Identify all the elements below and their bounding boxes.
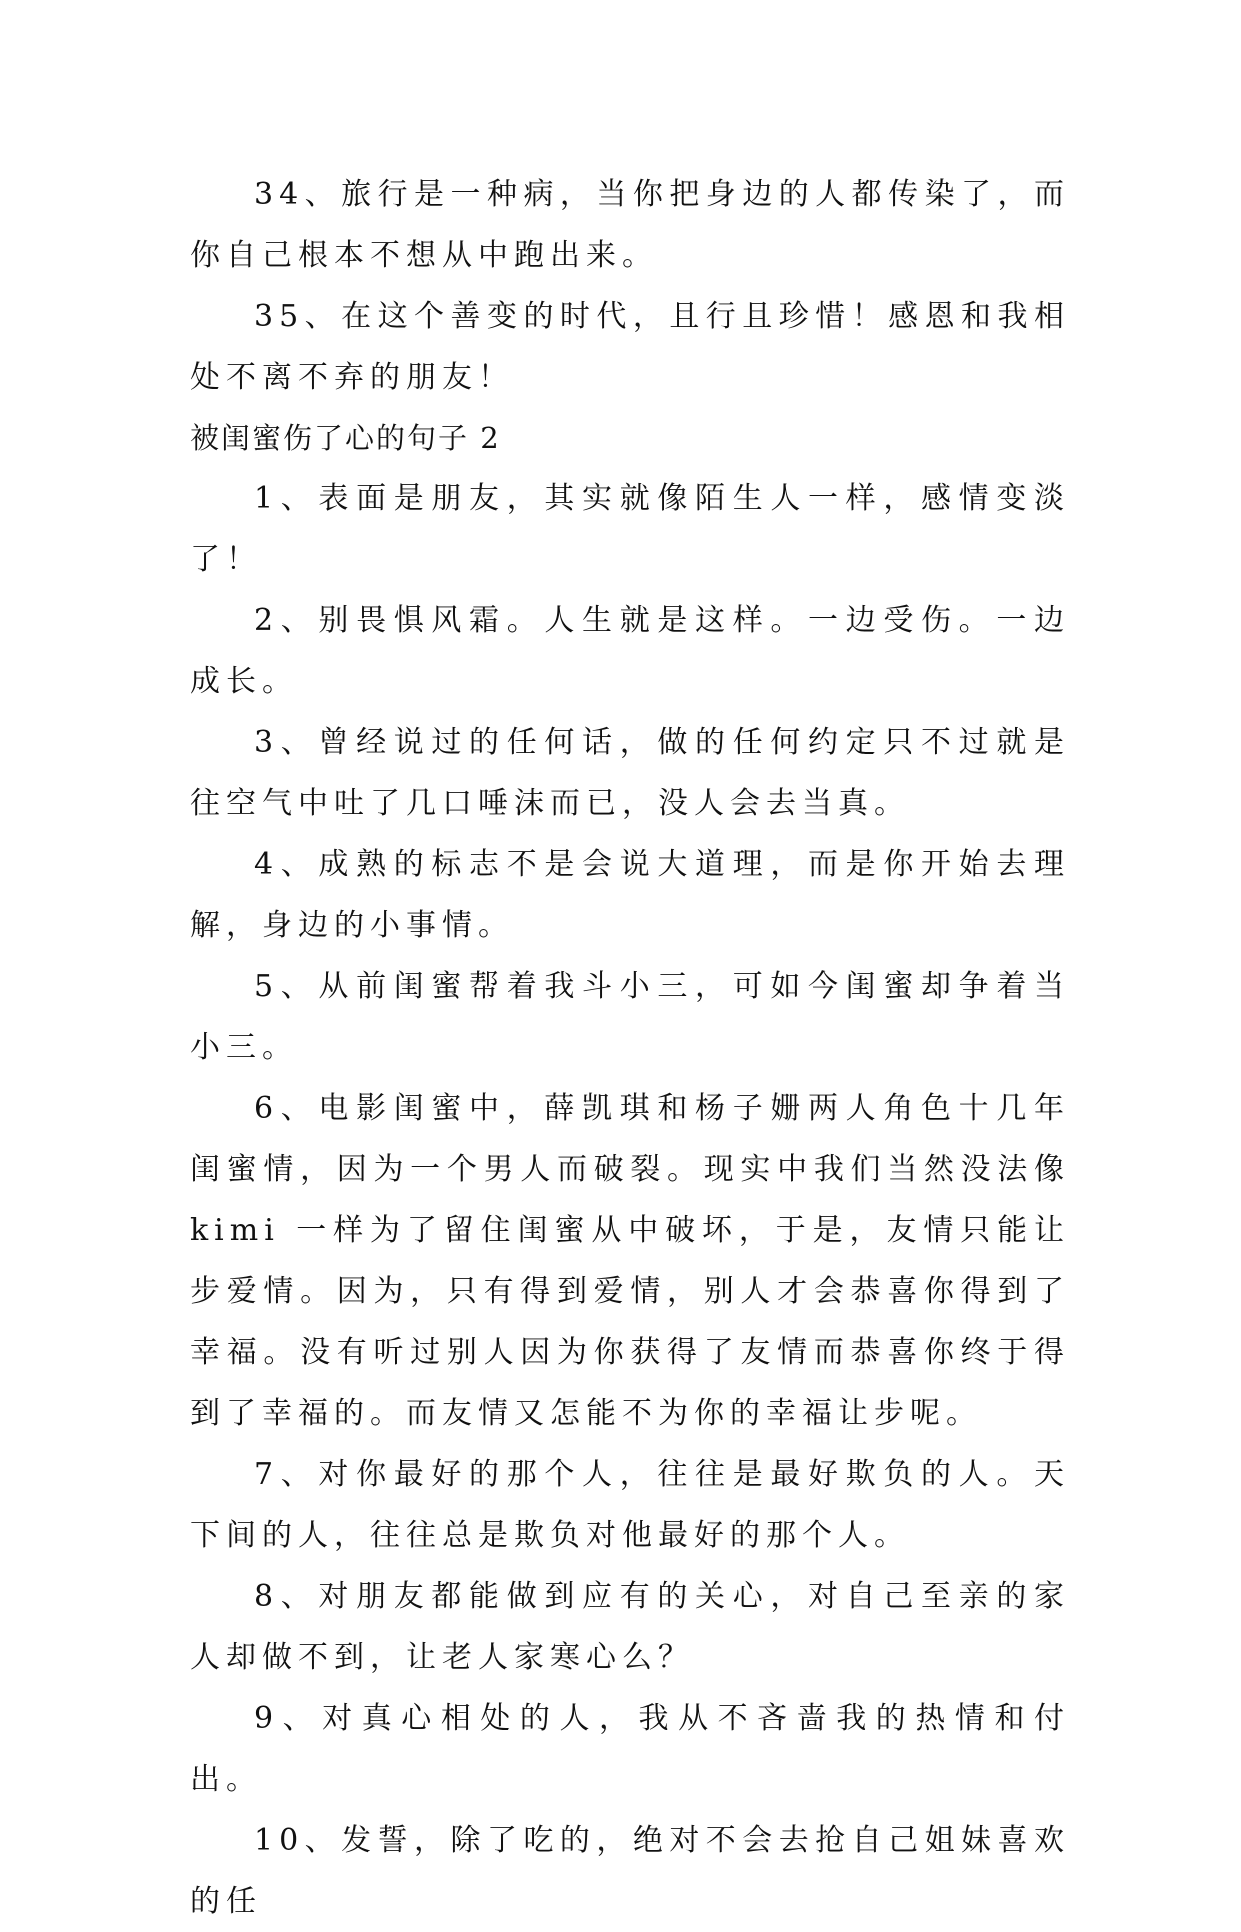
section-heading: 被闺蜜伤了心的句子 2 <box>190 421 501 455</box>
paragraph-3: 3、曾经说过的任何话，做的任何约定只不过就是往空气中吐了几口唾沫而已，没人会去当真。 <box>190 725 1070 821</box>
paragraph-9: 9、对真心相处的人，我从不吝啬我的热情和付出。 <box>190 1701 1070 1797</box>
paragraph-5: 5、从前闺蜜帮着我斗小三，可如今闺蜜却争着当小三。 <box>190 969 1070 1065</box>
paragraph-1: 1、表面是朋友，其实就像陌生人一样，感情变淡了！ <box>190 481 1070 577</box>
paragraph-8: 8、对朋友都能做到应有的关心，对自己至亲的家人却做不到，让老人家寒心么？ <box>190 1579 1070 1675</box>
paragraph-2: 2、别畏惧风霜。人生就是这样。一边受伤。一边成长。 <box>190 603 1070 699</box>
paragraph-35: 35、在这个善变的时代，且行且珍惜！感恩和我相处不离不弃的朋友！ <box>190 299 1070 395</box>
paragraph-7: 7、对你最好的那个人，往往是最好欺负的人。天下间的人，往往总是欺负对他最好的那个人。 <box>190 1457 1070 1553</box>
paragraph-10: 10、发誓，除了吃的，绝对不会去抢自己姐妹喜欢的任 <box>190 1823 1070 1919</box>
paragraph-34: 34、旅行是一种病，当你把身边的人都传染了，而你自己根本不想从中跑出来。 <box>190 177 1070 273</box>
paragraph-6: 6、电影闺蜜中，薛凯琪和杨子姗两人角色十几年闺蜜情，因为一个男人而破裂。现实中我们当然没法像 kimi 一样为了留住闺蜜从中破坏，于是，友情只能让步爱情。因为，只有得到爱情，别人才会恭喜你得到了幸福。没有听过别人因为你获得了友情而恭喜你终于得到了幸福的。而友情又怎能不为你的幸福让步呢。 <box>190 1091 1070 1431</box>
paragraph-4: 4、成熟的标志不是会说大道理，而是你开始去理解，身边的小事情。 <box>190 847 1070 943</box>
document-page <box>190 164 1070 1932</box>
